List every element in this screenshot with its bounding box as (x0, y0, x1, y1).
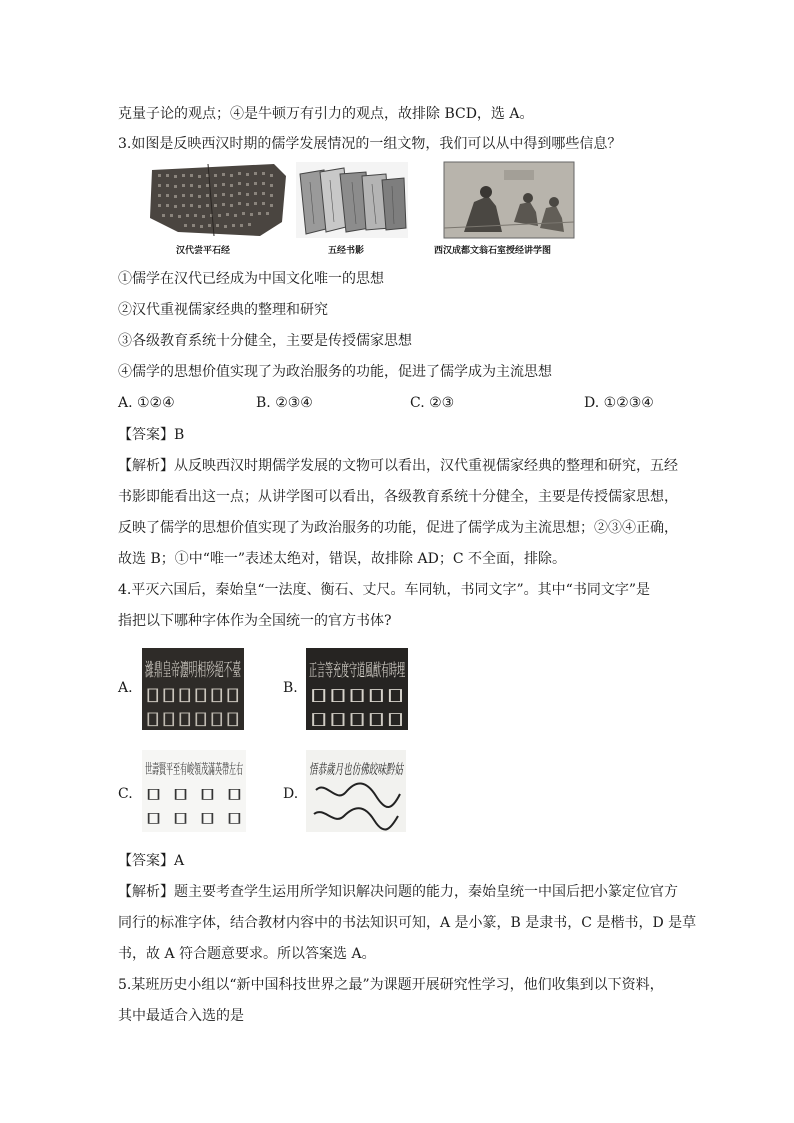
regular-glyphs (145, 761, 243, 778)
q4-option-a-label: A. (118, 680, 133, 696)
explanation-4: 【解析】题主要考查学生运用所学知识解决问题的能力，秦始皇统一中国后把小篆定位官方 (118, 884, 678, 900)
question-5: 其中最适合入选的是 (118, 1008, 244, 1024)
question-4: 指把以下哪种字体作为全国统一的官方书体? (118, 613, 392, 629)
seal-glyphs: 濰鼎皇帝灋明相殄絕不臺 (145, 660, 343, 681)
question-3: 3.如图是反映西汉时期的儒学发展情况的一组文物，我们可以从中得到哪些信息？ (118, 136, 622, 152)
five-classics-image (296, 162, 408, 238)
stone-classic-image (148, 162, 288, 238)
answer-4: 【答案】A (118, 853, 185, 869)
q3-option-c: C. ②③ (410, 395, 455, 411)
question-5: 5.某班历史小组以“新中国科技世界之最”为课题开展研究性学习，他们收集到以下资料， (118, 977, 664, 993)
explanation-3: 【解析】从反映西汉时期儒学发展的文物可以看出，汉代重视儒家经典的整理和研究，五经 (118, 458, 678, 474)
statement-2: ②汉代重视儒家经典的整理和研究 (118, 302, 328, 318)
lecture-painting-image (444, 162, 574, 238)
explanation-4: 书，故 A 符合题意要求。所以答案选 A。 (118, 946, 376, 962)
svg-text:▯▯▯▯▯: ▯▯▯▯▯ (309, 709, 405, 729)
q4-option-b-label: B. (283, 680, 298, 696)
svg-text:▯▯▯▯▯: ▯▯▯▯▯ (309, 685, 405, 705)
answer-3: 【答案】B (118, 427, 185, 443)
cursive-script-image (306, 750, 406, 832)
q3-option-b: B. ②③④ (256, 395, 313, 411)
cursive-glyphs: 悟恭歲月也仿佛皎味黔姑 (309, 762, 405, 778)
explanation-3: 故选 B；①中“唯一”表述太绝对，错误，故排除 AD；C 不全面，排除。 (118, 551, 566, 567)
clerical-glyphs: 正言等充度守道風猷有時埋 (309, 661, 405, 681)
svg-text:▯▯▯▯▯▯: ▯▯▯▯▯▯ (145, 684, 241, 705)
q3-option-d: D. ①②③④ (584, 395, 654, 411)
figure-caption: 汉代尝平石经 (176, 246, 231, 256)
statement-3: ③各级教育系统十分健全，主要是传授儒家思想 (118, 333, 412, 349)
q4-option-c-label: C. (118, 786, 133, 802)
statement-4: ④儒学的思想价值实现了为政治服务的功能，促进了儒学成为主流思想 (118, 364, 552, 380)
explanation-3: 书影即能看出这一点；从讲学图可以看出，各级教育系统十分健全，主要是传授儒家思想， (118, 489, 678, 505)
q4-option-d-label: D. (283, 786, 299, 802)
text-line: 克量子论的观点；④是牛顿万有引力的观点，故排除 BCD，选 A。 (118, 106, 534, 122)
seal-script-image (142, 648, 343, 730)
svg-text:▯ ▯ ▯ ▯: ▯ ▯ ▯ ▯ (145, 786, 243, 802)
svg-text:▯▯▯▯▯▯: ▯▯▯▯▯▯ (145, 708, 241, 729)
question-4: 4.平灭六国后，秦始皇“一法度、衡石、丈尺。车同轨，书同文字”。其中“书同文字”是 (118, 582, 650, 598)
statement-1: ①儒学在汉代已经成为中国文化唯一的思想 (118, 271, 384, 287)
clerical-script-image (306, 648, 408, 730)
q3-option-a: A. ①②④ (118, 395, 175, 411)
figure-caption: 西汉成都文翁石室授经讲学图 (434, 246, 552, 256)
explanation-3: 反映了儒学的思想价值实现了为政治服务的功能，促进了儒学成为主流思想；②③④正确， (118, 520, 678, 536)
svg-text:▯ ▯ ▯ ▯: ▯ ▯ ▯ ▯ (145, 810, 243, 826)
figure-caption: 五经书影 (328, 246, 365, 256)
regular-script-image (142, 750, 246, 832)
explanation-4: 同行的标准字体，结合教材内容中的书法知识可知，A 是小篆，B 是隶书，C 是楷书，D 是草 (118, 915, 697, 931)
